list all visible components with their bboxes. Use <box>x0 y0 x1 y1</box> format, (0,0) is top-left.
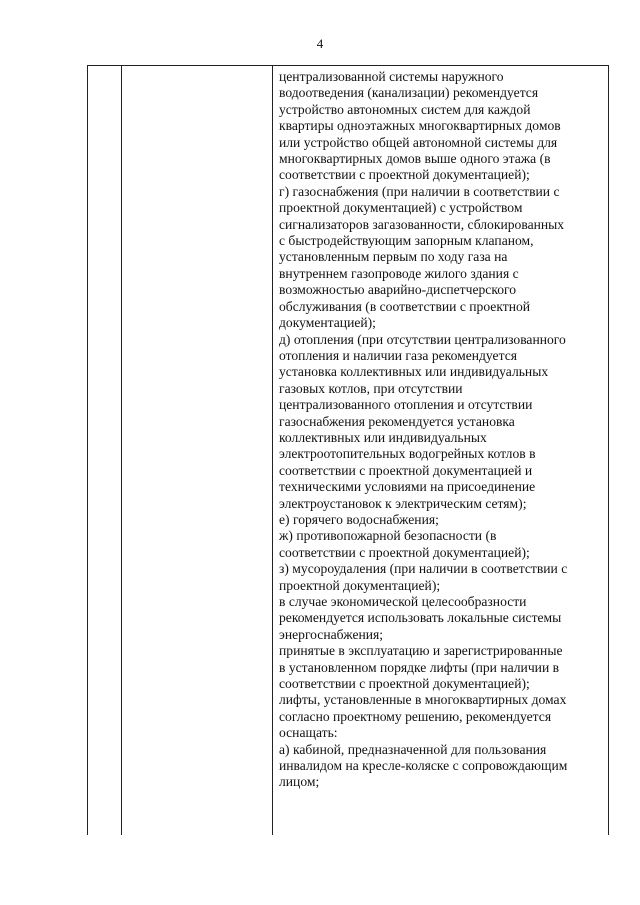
text-line: соответствии с проектной документацией и <box>279 462 533 478</box>
text-line: в случае экономической целесообразности <box>279 594 527 609</box>
text-line: принятые в эксплуатацию и зарегистрированные <box>279 643 563 659</box>
text-line: сигнализаторов загазованности, сблокированных <box>279 216 565 232</box>
text-line: инвалидом на кресле-коляске с сопровождающим <box>279 758 568 774</box>
text-line: газоснабжения рекомендуется установка <box>279 413 515 429</box>
column-divider-1 <box>121 66 122 835</box>
text-line: коллективных или индивидуальных <box>279 429 487 445</box>
text-line: энергоснабжения; <box>279 626 384 642</box>
text-line: е) горячего водоснабжения; <box>279 511 439 527</box>
text-line: проектной документацией); <box>279 577 441 593</box>
text-line: в установленном порядке лифты (при наличии в <box>279 659 560 675</box>
text-line: г) газоснабжения (при наличии в соответствии с <box>279 183 560 199</box>
text-line: д) отопления (при отсутствии централизованного <box>279 331 566 347</box>
text-line: оснащать: <box>279 725 338 741</box>
text-line: лифты, установленные в многоквартирных домах <box>279 692 567 708</box>
text-line: документацией); <box>279 315 376 331</box>
text-line: электроустановок к электрическим сетям); <box>279 495 527 511</box>
text-line: техническими условиями на присоединение <box>279 479 536 495</box>
text-line: соответствии с проектной документацией); <box>279 676 530 692</box>
text-line: согласно проектному решению, рекомендуется <box>279 708 552 724</box>
text-line: обслуживания (в соответствии с проектной <box>279 298 531 314</box>
text-line: проектной документацией) с устройством <box>279 200 523 216</box>
page-number: 4 <box>316 36 324 51</box>
text-line: соответствии с проектной документацией); <box>279 167 530 183</box>
text-line: рекомендуется использовать локальные системы <box>279 610 562 626</box>
text-line: установка коллективных или индивидуальных <box>279 364 549 380</box>
text-line: лицом; <box>279 774 320 790</box>
text-line: или устройство общей автономной системы для <box>279 134 558 150</box>
text-line: газовых котлов, при отсутствии <box>279 380 463 396</box>
text-line: централизованной системы наружного <box>279 69 504 84</box>
text-line: водоотведения (канализации) рекомендуется <box>279 85 539 101</box>
text-line: многоквартирных домов выше одного этажа (в <box>279 151 551 167</box>
text-line: ж) противопожарной безопасности (в <box>279 528 497 544</box>
text-line: отопления и наличии газа рекомендуется <box>279 347 517 363</box>
text-line: электроотопительных водогрейных котлов в <box>279 446 536 462</box>
table-cell-text <box>279 69 605 791</box>
text-line: с быстродействующим запорным клапаном, <box>279 233 534 249</box>
text-line: возможностью аварийно-диспетчерского <box>279 282 517 298</box>
text-line: централизованного отопления и отсутствии <box>279 397 533 413</box>
text-line: з) мусороудаления (при наличии в соответствии с <box>279 561 568 577</box>
text-line: внутреннем газопроводе жилого здания с <box>279 265 519 281</box>
text-line: установленным первым по ходу газа на <box>279 249 508 265</box>
text-line: соответствии с проектной документацией); <box>279 544 530 560</box>
document-table <box>87 65 609 835</box>
text-line: квартиры одноэтажных многоквартирных домов <box>279 118 561 134</box>
text-line: а) кабиной, предназначенной для пользования <box>279 741 547 757</box>
text-line: устройство автономных систем для каждой <box>279 101 531 117</box>
column-divider-2 <box>272 66 273 835</box>
